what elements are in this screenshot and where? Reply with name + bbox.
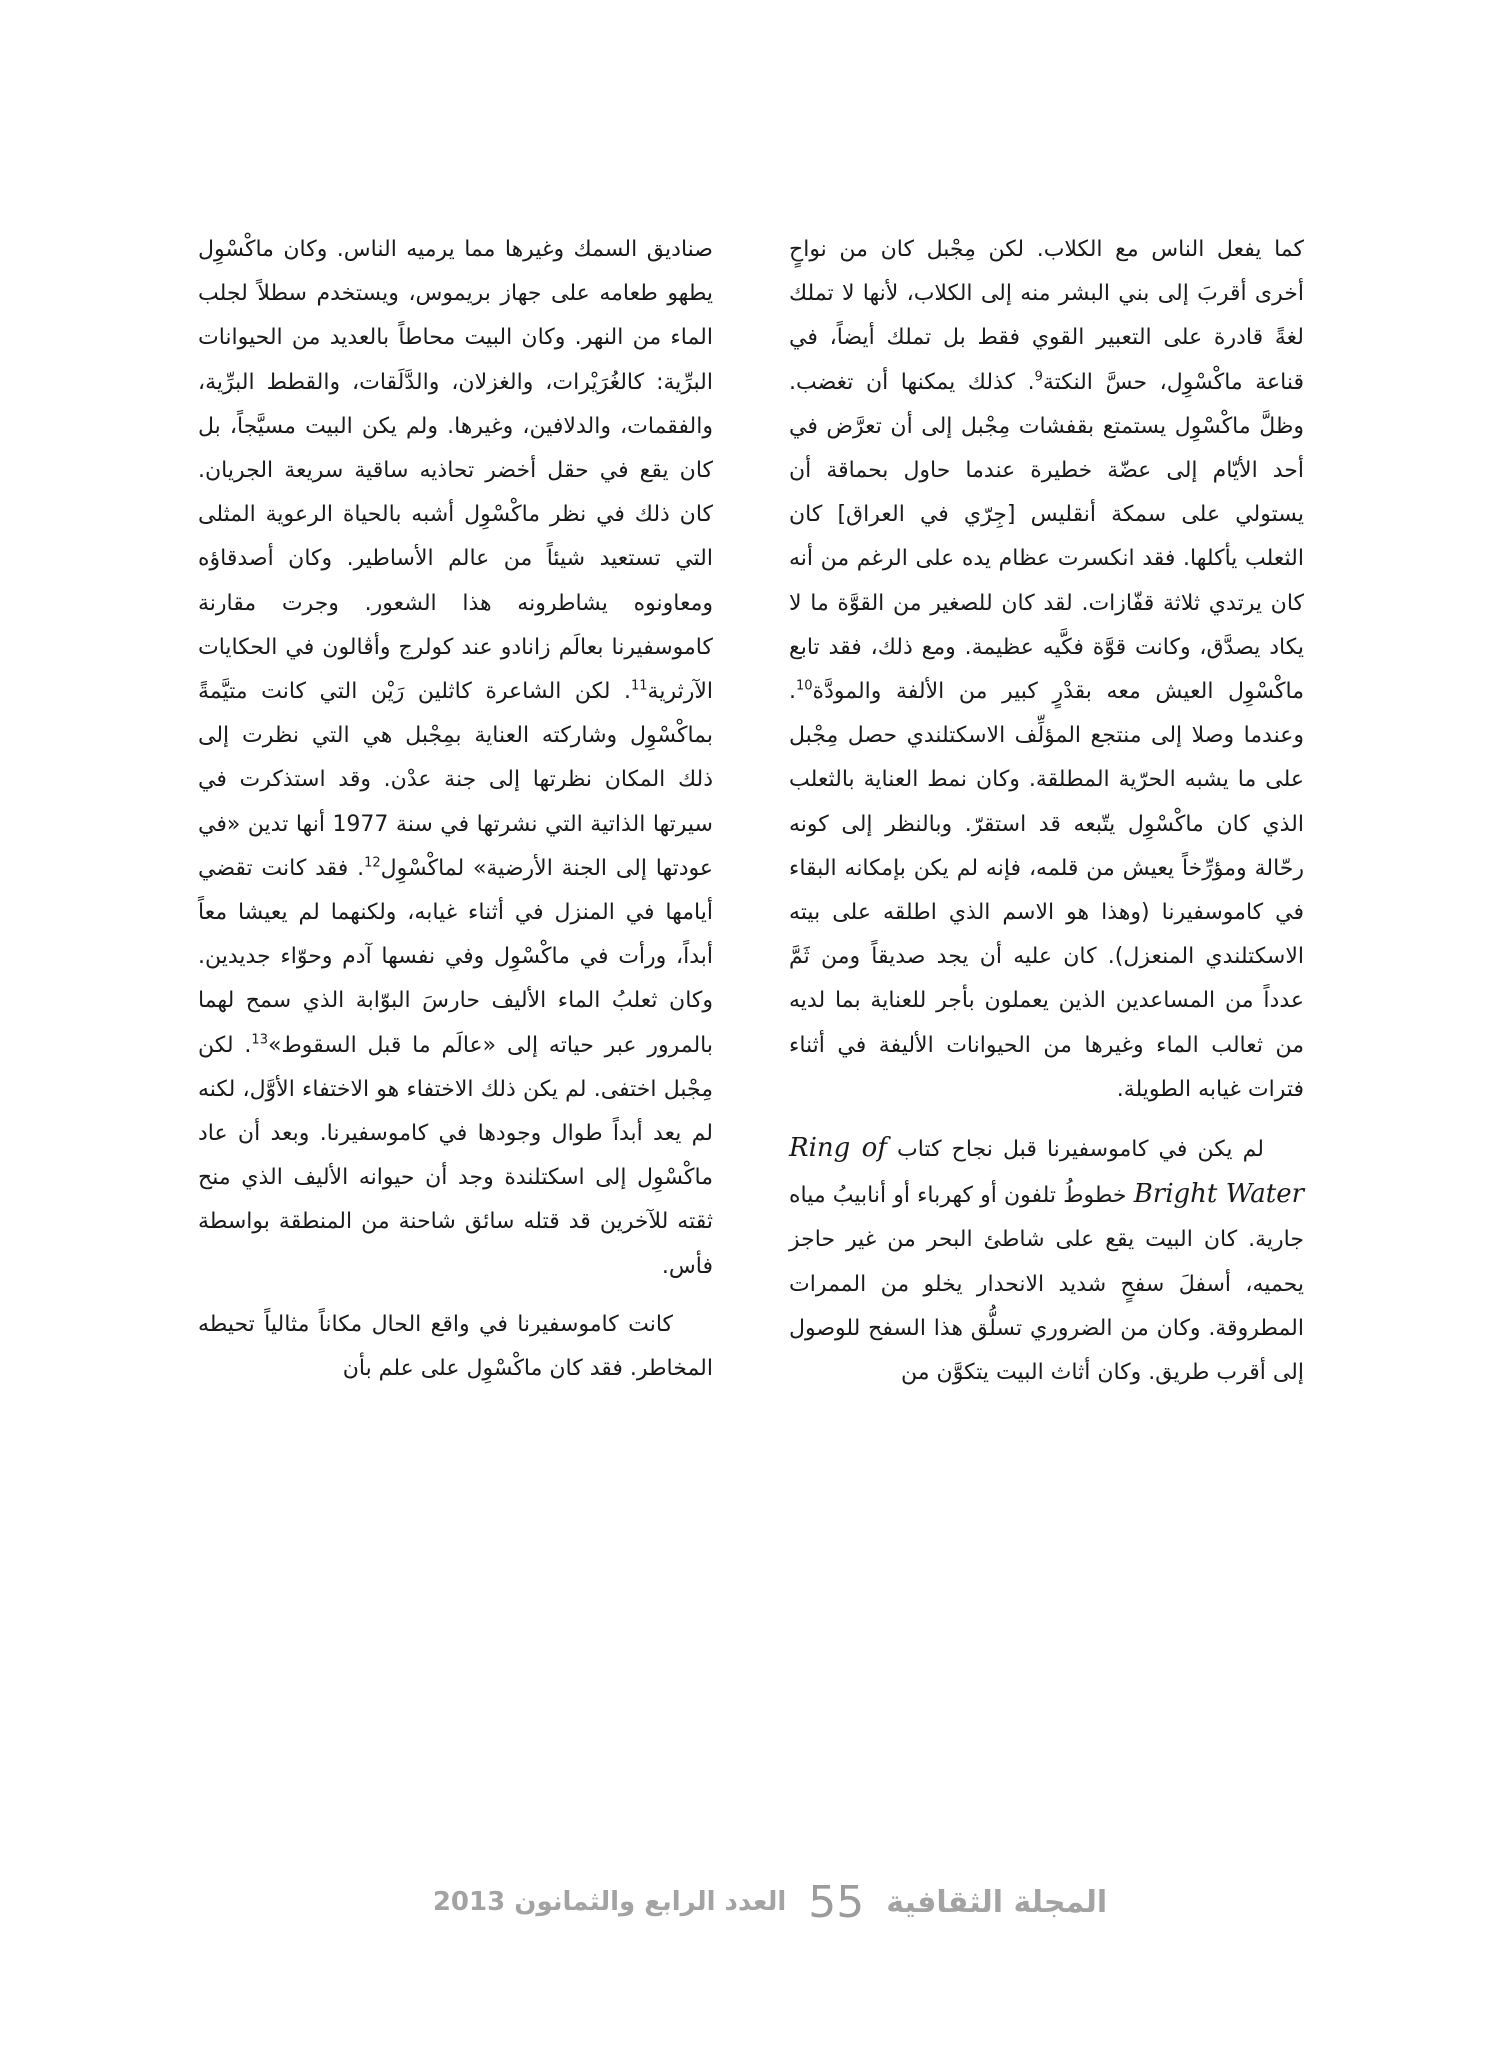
text-column-right — [789, 228, 1304, 1395]
paragraph-text: . لكن الشاعرة كاثلين رَيْن التي كانت متيَّمةً بماكْسْوِل وشاركته العناية بمِجْبل هي التي نظرت إلى ذلك المكان نظرتها إلى جنة عدْن. وقد استذكرت في سيرتها الذاتية التي نشرتها في سنة 1977 أنها تدين «في عودتها إلى الجنة الأرضية» لماكْسْوِل — [198, 679, 713, 881]
footnote-ref: 10 — [796, 678, 813, 694]
paragraph-text: كما يفعل الناس مع الكلاب. لكن مِجْبل كان من نواحٍ أخرى أقربَ إلى بني البشر منه إلى الكلاب، لأنها لا تملك لغةً قادرة على التعبير القوي فقط بل تملك أيضاً، في قناعة ماكْسْوِل، حسَّ النكتة — [789, 237, 1305, 395]
paragraph-text: صناديق السمك وغيرها مما يرميه الناس. وكان ماكْسْوِل يطهو طعامه على جهاز بريموس، ويستخدم سطلاً لجلب الماء من النهر. وكان البيت محاطاً بالعديد من الحيوانات البرِّية: كالغُرَيْرات، والغزلان، والدَّلَقات، والقطط البرِّية، والفقمات، والدلافين، وغيرها. ولم يكن البيت مسيَّجاً، بل كان يقع في حقل أخضر تحاذيه ساقية سريعة الجريان. كان ذلك في نظر ماكْسْوِل أشبه بالحياة الرعوية المثلى التي تستعيد شيئاً من عالم الأساطير. وكان أصدقاؤه ومعاونوه يشاطرونه هذا الشعور. وجرت مقارنة كاموسفيرنا بعالَم زانادو عند كولرج وأڤالون في الحكايات الآرثرية — [198, 237, 713, 705]
text-column-left — [198, 228, 713, 1391]
paragraph — [198, 228, 713, 1289]
paragraph-text: . كذلك يمكنها أن تغضب. وظلَّ ماكْسْوِل يستمتع بقفشات مِجْبل إلى أن تعرَّض في أحد الأيّام إلى عضّة خطيرة عندما حاول بحماقة أن يستولي على سمكة أنقليس [جِرّي في العراق] كان الثعلب يأكلها. فقد انكسرت عظام يده على الرغم من أنه كان يرتدي ثلاثة قفّازات. لقد كان للصغير من القوَّة ما لا يكاد يصدَّق، وكانت قوَّة فكَّيه عظيمة. ومع ذلك، فقد تابع ماكْسْوِل العيش معه بقدْرٍ كبير من الألفة والمودَّة — [789, 369, 1304, 705]
page-footer — [432, 1872, 1108, 1932]
paragraph-text: . وعندما وصلا إلى منتجع المؤلِّف الاسكتلندي حصل مِجْبل على ما يشبه الحرّية المطلقة. وكان نمط العناية بالثعلب الذي كان ماكْسْوِل يتّبعه قد استقرّ. وبالنظر إلى كونه رحّالة ومؤرِّخاً يعيش من قلمه، فإنه لم يكن بإمكانه البقاء في كاموسفيرنا (وهذا هو الاسم الذي اطلقه على بيته الاسكتلندي المنعزل). كان عليه أن يجد صديقاً ومن ثَمَّ عدداً من المساعدين الذين يعملون بأجر للعناية بما لديه من ثعالب الماء وغيرها من الحيوانات الأليفة في أثناء فترات غيابه الطويلة. — [789, 679, 1304, 1102]
paragraph-text: خطوطُ تلفون أو كهرباء أو أنابيبُ مياه جارية. كان البيت يقع على شاطئ البحر من غير حاجز يحميه، أسفلَ سفحٍ شديد الانحدار يخلو من الممرات المطروقة. وكان من الضروري تسلُّق هذا السفح للوصول إلى أقرب طريق. وكان أثاث البيت يتكوَّن من — [789, 1183, 1304, 1386]
footnote-ref: 13 — [251, 1032, 268, 1048]
paragraph-text: كانت كاموسفيرنا في واقع الحال مكاناً مثالياً تحيطه المخاطر. فقد كان ماكْسْوِل على علم بأن — [198, 1311, 713, 1382]
issue-label: العدد الرابع والثمانون 2013 — [432, 1887, 787, 1917]
paragraph — [789, 1126, 1304, 1395]
footnote-ref: 12 — [364, 855, 381, 871]
paragraph-text: . فقد كانت تقضي أيامها في المنزل في أثناء غيابه، ولكنهما لم يعيشا معاً أبداً، ورأت في ماكْسْوِل وفي نفسها آدم وحوّاء جديدين. وكان ثعلبُ الماء الأليف حارسَ البوّابة الذي سمح لهما بالمرور عبر حياته إلى «عالَم ما قبل السقوط» — [198, 855, 713, 1058]
footnote-ref: 11 — [630, 678, 648, 694]
paragraph-text: . لكن مِجْبل اختفى. لم يكن ذلك الاختفاء هو الاختفاء الأوَّل، لكنه لم يعد أبداً طوال وجودها في كاموسفيرنا. وبعد أن عاد ماكْسْوِل إلى اسكتلندة وجد أن حيوانه الأليف الذي منح ثقته للآخرين قد قتله سائق شاحنة من المنطقة بواسطة فأس. — [198, 1032, 713, 1279]
magazine-title: المجلة الثقافية — [886, 1884, 1108, 1920]
paragraph — [198, 1303, 713, 1391]
paragraph — [789, 228, 1304, 1112]
paragraph-text: لم يكن في كاموسفيرنا قبل نجاح كتاب — [897, 1137, 1264, 1163]
book-title: Ring of Bright Water — [789, 1133, 1305, 1210]
footnote-ref: 9 — [1034, 369, 1043, 385]
page-number: 55 — [808, 1876, 865, 1928]
